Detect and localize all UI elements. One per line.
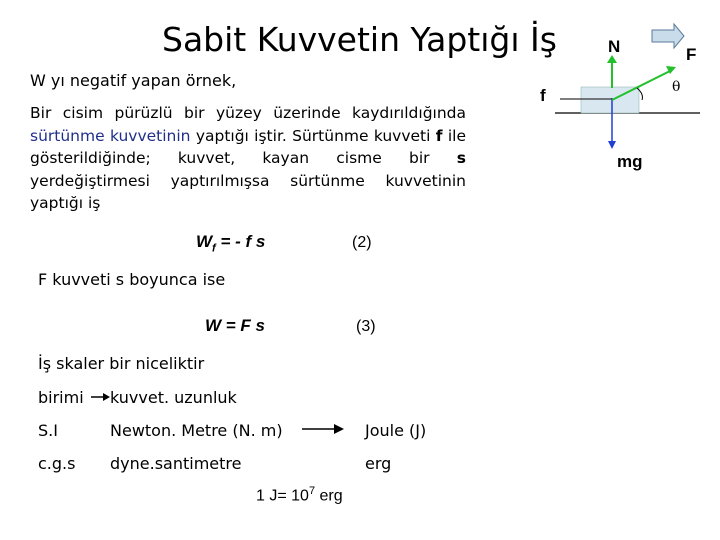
slide-title: Sabit Kuvvetin Yaptığı İş: [162, 20, 557, 59]
equation-2-number: (2): [352, 234, 372, 251]
conv-exp: 7: [308, 485, 316, 497]
si-unit-name: Newton. Metre (N. m): [110, 421, 283, 440]
cgs-system: c.g.s: [38, 454, 76, 473]
normal-force-arrow: [607, 55, 617, 88]
scalar-text: İş skaler bir niceliktir: [38, 354, 205, 373]
unit-value: kuvvet. uzunluk: [110, 388, 237, 407]
para-part2: yaptığı iştir. Sürtünme kuvveti: [190, 126, 436, 145]
label-N: N: [608, 37, 621, 56]
eq2-lhs: W: [196, 232, 213, 251]
unit-arrow: [91, 393, 110, 401]
para-part4: yerdeğiştirmesi yaptırılmışsa sürtünme kuvvetinin yaptığı iş: [30, 171, 466, 212]
para-highlight: sürtünme kuvvetinin: [30, 126, 191, 145]
para-part3: ile gösterildiğinde; kuvvet, kayan cisme bir: [30, 126, 466, 167]
label-F: F: [686, 45, 697, 64]
cgs-unit-name: dyne.santimetre: [110, 454, 242, 473]
equation-3-number: (3): [356, 318, 376, 335]
unit-label: birimi: [38, 388, 84, 407]
cgs-result: erg: [365, 454, 392, 473]
conv-unit: erg: [315, 487, 343, 505]
eq2-rhs: = - f s: [215, 232, 266, 251]
F-block-arrow: [652, 24, 684, 48]
para-part1: Bir cisim pürüzlü bir yüzey üzerinde kaydırıldığında: [30, 104, 466, 122]
si-arrow: [302, 424, 344, 434]
equation-3: W = F s: [205, 316, 265, 335]
label-theta: θ: [672, 79, 681, 95]
conv-base: 1 J= 10: [256, 487, 309, 505]
label-mg: mg: [617, 152, 643, 171]
applied-force-arrow: [612, 66, 676, 100]
para-f: f: [435, 126, 443, 145]
eq2-sub: f: [212, 242, 216, 255]
label-f: f: [540, 86, 546, 105]
si-result: Joule (J): [365, 421, 427, 440]
para-s: s: [456, 149, 466, 167]
along-s-text: F kuvveti s boyunca ise: [38, 270, 226, 289]
si-system: S.I: [38, 421, 58, 440]
intro-text: W yı negatif yapan örnek,: [30, 71, 237, 90]
